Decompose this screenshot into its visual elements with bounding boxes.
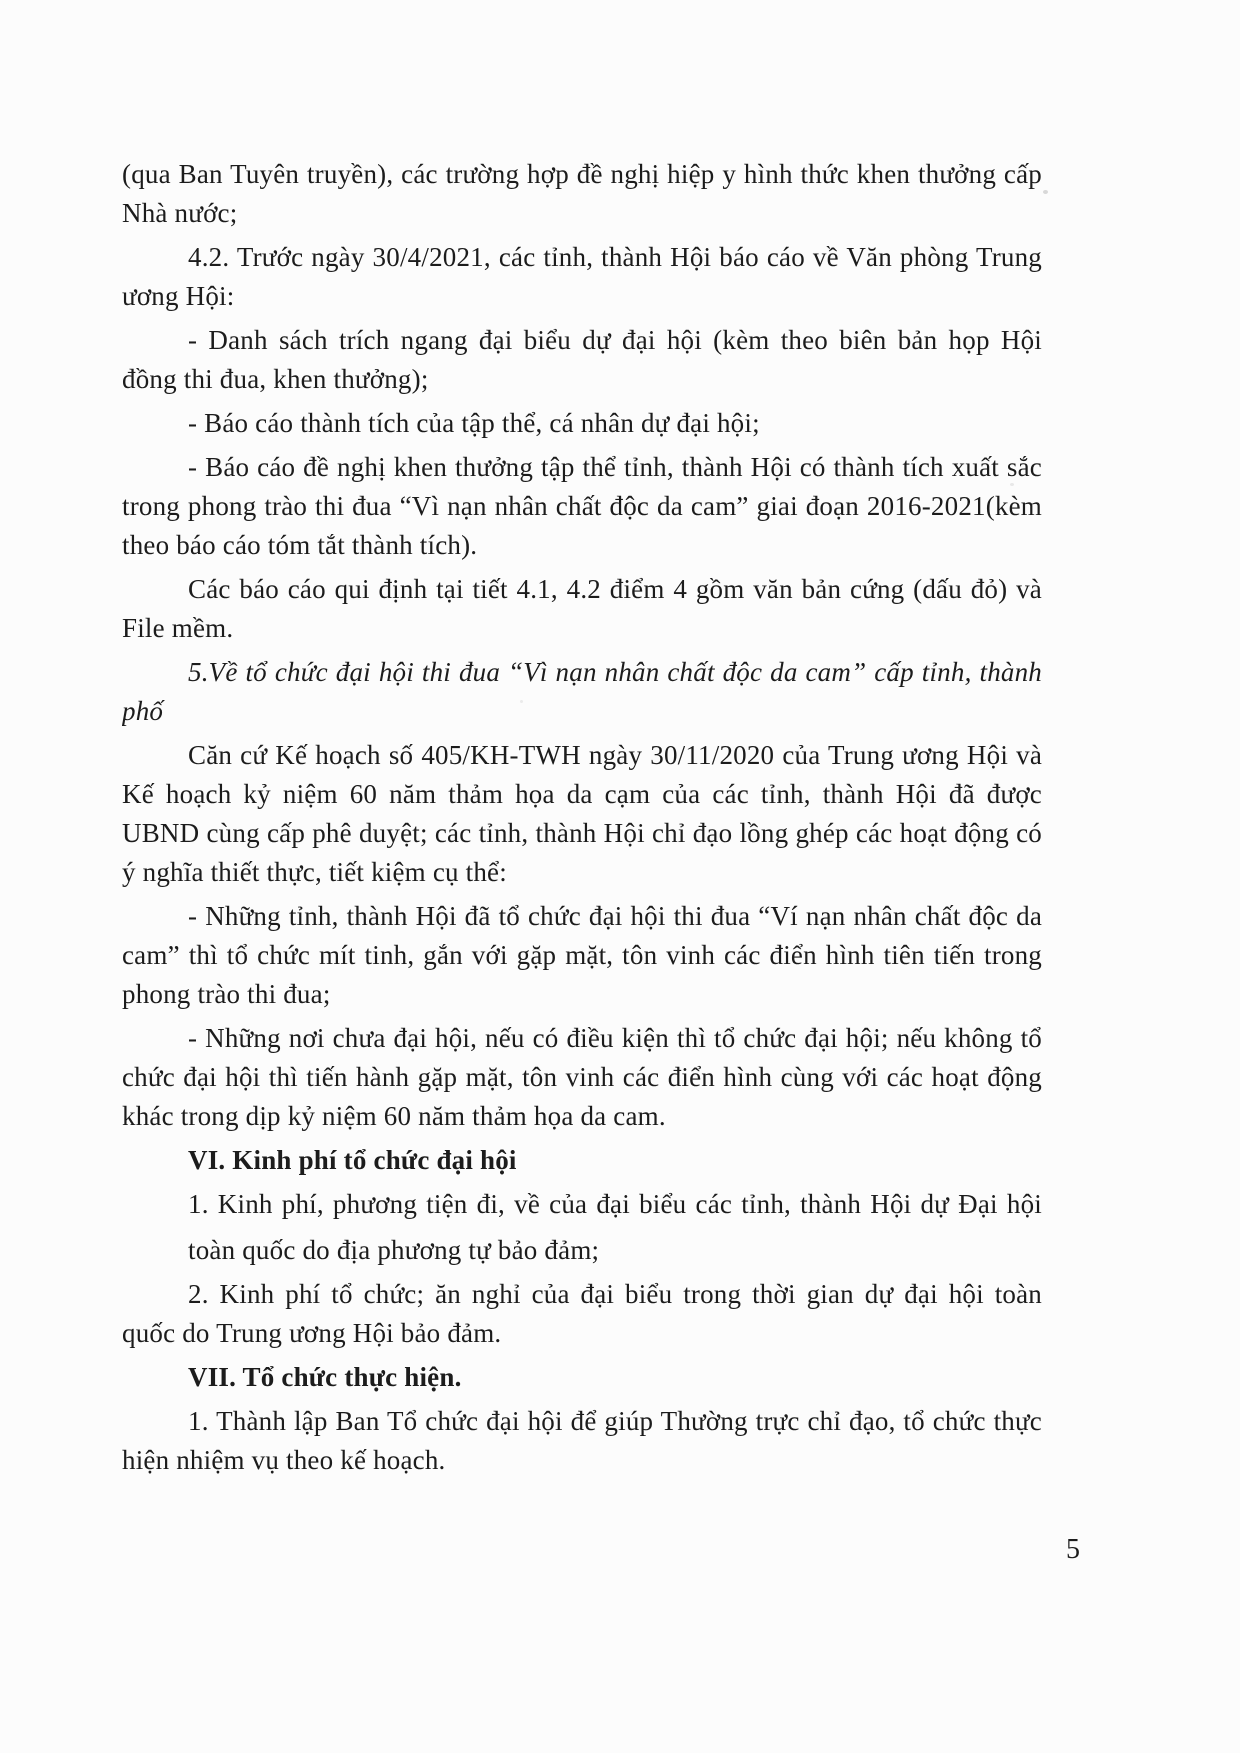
document-line: VII. Tổ chức thực hiện. (188, 1362, 462, 1392)
document-line: Căn cứ Kế hoạch số 405/KH-TWH ngày 30/11/2020 của Trung ương Hội và (188, 740, 1042, 770)
document-line: 1. Thành lập Ban Tổ chức đại hội để giúp Thường trực chỉ đạo, tổ chức thực (188, 1406, 1042, 1436)
document-line: Kế hoạch kỷ niệm 60 năm thảm họa da cạm của các tỉnh, thành Hội đã được (122, 779, 1042, 809)
document-line: trong phong trào thi đua “Vì nạn nhân chất độc da cam” giai đoạn 2016-2021(kèm (122, 491, 1042, 521)
document-line: hiện nhiệm vụ theo kế hoạch. (122, 1445, 446, 1475)
document-line: - Báo cáo đề nghị khen thưởng tập thể tỉnh, thành Hội có thành tích xuất sắc (188, 452, 1042, 482)
document-line: ương Hội: (122, 281, 235, 311)
document-line: quốc do Trung ương Hội bảo đảm. (122, 1318, 502, 1348)
document-line: - Những tỉnh, thành Hội đã tổ chức đại hội thi đua “Ví nạn nhân chất độc da (188, 901, 1042, 931)
document-body (122, 155, 1042, 1480)
document-line: ý nghĩa thiết thực, tiết kiệm cụ thể: (122, 857, 507, 887)
scan-speck (1043, 190, 1048, 194)
document-line: File mềm. (122, 613, 234, 643)
document-line: phong trào thi đua; (122, 979, 331, 1009)
document-line: - Danh sách trích ngang đại biểu dự đại hội (kèm theo biên bản họp Hội (188, 325, 1042, 355)
document-line: VI. Kinh phí tổ chức đại hội (188, 1145, 517, 1175)
scan-speck (520, 700, 523, 703)
scan-speck (1010, 483, 1014, 486)
document-line: Các báo cáo qui định tại tiết 4.1, 4.2 điểm 4 gồm văn bản cứng (dấu đỏ) và (188, 574, 1042, 604)
document-line: cam” thì tổ chức mít tinh, gắn với gặp mặt, tôn vinh các điển hình tiên tiến trong (122, 940, 1042, 970)
document-line: (qua Ban Tuyên truyền), các trường hợp đề nghị hiệp y hình thức khen thưởng cấp (122, 159, 1042, 189)
document-line: 5.Về tổ chức đại hội thi đua “Vì nạn nhân chất độc da cam” cấp tỉnh, thành (188, 657, 1042, 687)
document-line: Nhà nước; (122, 198, 238, 228)
document-line: phố (122, 696, 164, 726)
document-line: 2. Kinh phí tổ chức; ăn nghỉ của đại biểu trong thời gian dự đại hội toàn (188, 1279, 1042, 1309)
document-line: toàn quốc do địa phương tự bảo đảm; (188, 1235, 600, 1265)
document-line: khác trong dịp kỷ niệm 60 năm thảm họa da cam. (122, 1101, 666, 1131)
document-line: theo báo cáo tóm tắt thành tích). (122, 530, 478, 560)
document-line: - Báo cáo thành tích của tập thể, cá nhân dự đại hội; (188, 408, 760, 438)
document-line: - Những nơi chưa đại hội, nếu có điều kiện thì tổ chức đại hội; nếu không tổ (188, 1023, 1042, 1053)
page-number: 5 (1066, 1534, 1080, 1565)
document-line: chức đại hội thì tiến hành gặp mặt, tôn vinh các điển hình cùng với các hoạt động (122, 1062, 1042, 1092)
document-line: 1. Kinh phí, phương tiện đi, về của đại biểu các tỉnh, thành Hội dự Đại hội (188, 1189, 1042, 1219)
document-line: đồng thi đua, khen thưởng); (122, 364, 429, 394)
document-line: UBND cùng cấp phê duyệt; các tỉnh, thành Hội chỉ đạo lồng ghép các hoạt động có (122, 818, 1042, 848)
document-line: 4.2. Trước ngày 30/4/2021, các tỉnh, thành Hội báo cáo về Văn phòng Trung (188, 242, 1042, 272)
